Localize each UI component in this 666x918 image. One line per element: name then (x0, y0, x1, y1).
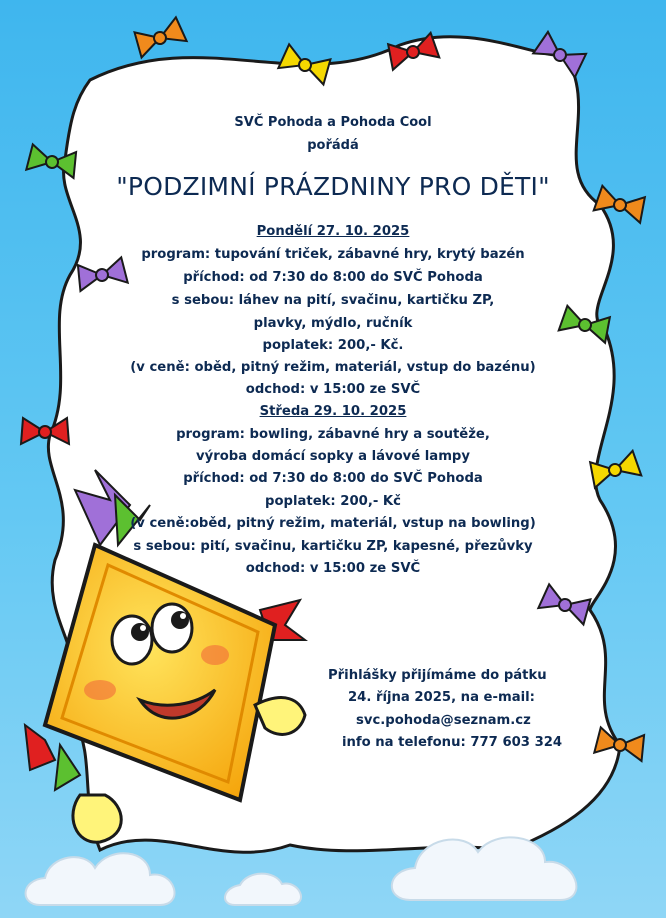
day1-fee: poplatek: 200,- Kč. (262, 338, 404, 353)
event-title: "PODZIMNÍ PRÁZDNINY PRO DĚTI" (116, 172, 550, 201)
registration-date: 24. října 2025, na e-mail: (348, 690, 535, 705)
day1-date: Pondělí 27. 10. 2025 (256, 224, 410, 239)
day1-program: program: tupování triček, zábavné hry, krytý bazén (141, 247, 525, 262)
day2-date: Středa 29. 10. 2025 (259, 404, 407, 419)
contact-email[interactable]: svc.pohoda@seznam.cz (356, 713, 531, 728)
day2-fee: poplatek: 200,- Kč (265, 494, 401, 509)
day2-arrival: příchod: od 7:30 do 8:00 do SVČ Pohoda (183, 471, 483, 486)
day2-includes: (v ceně:oběd, pitný režim, materiál, vstup na bowling) (130, 516, 536, 531)
day1-arrival: příchod: od 7:30 do 8:00 do SVČ Pohoda (183, 270, 483, 285)
contact-phone: info na telefonu: 777 603 324 (342, 735, 563, 750)
day1-includes: (v ceně: oběd, pitný režim, materiál, vstup do bazénu) (130, 360, 536, 375)
day1-departure: odchod: v 15:00 ze SVČ (245, 382, 421, 397)
registration-deadline: Přihlášky přijímáme do pátku (328, 668, 547, 683)
day2-departure: odchod: v 15:00 ze SVČ (245, 561, 421, 576)
day1-bring-line2: plavky, mýdlo, ručník (253, 316, 413, 331)
day2-program-line1: program: bowling, zábavné hry a soutěže, (176, 427, 490, 442)
day2-bring: s sebou: pití, svačinu, kartičku ZP, kapesné, přezůvky (133, 539, 533, 554)
presents-label: pořádá (307, 138, 359, 153)
organizer-name: SVČ Pohoda a Pohoda Cool (234, 115, 432, 130)
day1-bring-line1: s sebou: láhev na pití, svačinu, kartičku ZP, (171, 293, 495, 308)
day2-program-line2: výroba domácí sopky a lávové lampy (196, 449, 470, 464)
